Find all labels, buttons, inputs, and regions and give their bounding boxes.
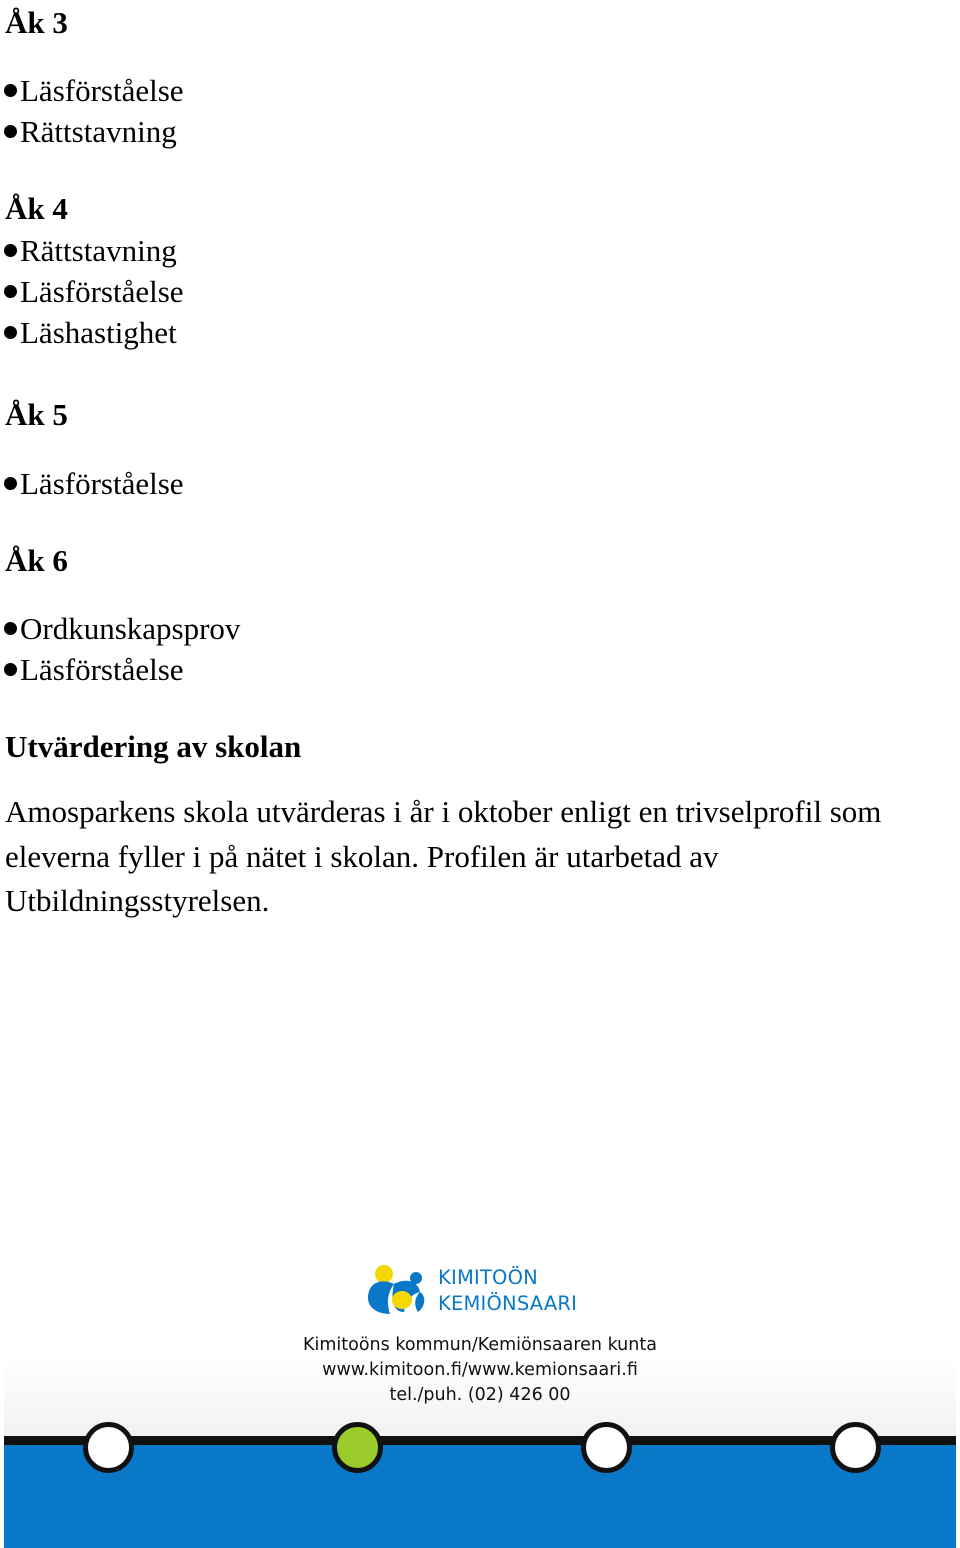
bullet-icon — [4, 285, 17, 298]
contact-info: Kimitoöns kommun/Kemiönsaaren kunta www.kimitoon.fi/www.kemionsaari.fi tel./puh. (02) 426 00 — [303, 1335, 657, 1405]
bullet-icon — [4, 622, 17, 635]
bullet-icon — [4, 244, 17, 257]
bullet-icon — [4, 477, 17, 490]
rail-node-icon — [830, 1422, 881, 1473]
bullet-icon — [4, 125, 17, 138]
section-heading-ak4: Åk 4 — [5, 191, 68, 226]
bullet-list-ak5 — [4, 463, 184, 504]
rail-node-green-icon — [332, 1422, 383, 1473]
bullet-icon — [4, 663, 17, 676]
section-heading-ak5: Åk 5 — [5, 397, 68, 432]
footer-rail-line — [4, 1436, 956, 1445]
evaluation-heading: Utvärdering av skolan — [5, 729, 302, 764]
bullet-icon — [4, 326, 17, 339]
footer-blue-band — [4, 1444, 956, 1548]
logo-wordmark: KIMITOÖN KEMIÖNSAARI — [438, 1266, 578, 1315]
list-item: Läsförståelse — [4, 463, 184, 504]
bullet-list-ak6 — [4, 608, 240, 690]
list-item: Rättstavning — [4, 111, 184, 152]
list-item: Läsförståelse — [4, 271, 184, 312]
section-heading-ak3: Åk 3 — [5, 5, 68, 40]
section-heading-ak6: Åk 6 — [5, 543, 68, 578]
rail-node-icon — [83, 1422, 134, 1473]
rail-node-icon — [581, 1422, 632, 1473]
list-item: Läshastighet — [4, 312, 184, 353]
bullet-list-ak3 — [4, 70, 184, 152]
bullet-icon — [4, 84, 17, 97]
list-item: Ordkunskapsprov — [4, 608, 240, 649]
bullet-list-ak4 — [4, 230, 184, 353]
list-item: Läsförståelse — [4, 70, 184, 111]
municipality-footer-banner — [4, 1262, 956, 1548]
list-item: Läsförståelse — [4, 649, 240, 690]
kimitoon-logo-icon — [364, 1262, 430, 1320]
evaluation-paragraph: Amosparkens skola utvärderas i år i oktober enligt en trivselprofil som eleverna fyller i på nätet i skolan. Profilen är utarbetad av Utbildningsstyrelsen. — [5, 794, 882, 918]
list-item: Rättstavning — [4, 230, 184, 271]
